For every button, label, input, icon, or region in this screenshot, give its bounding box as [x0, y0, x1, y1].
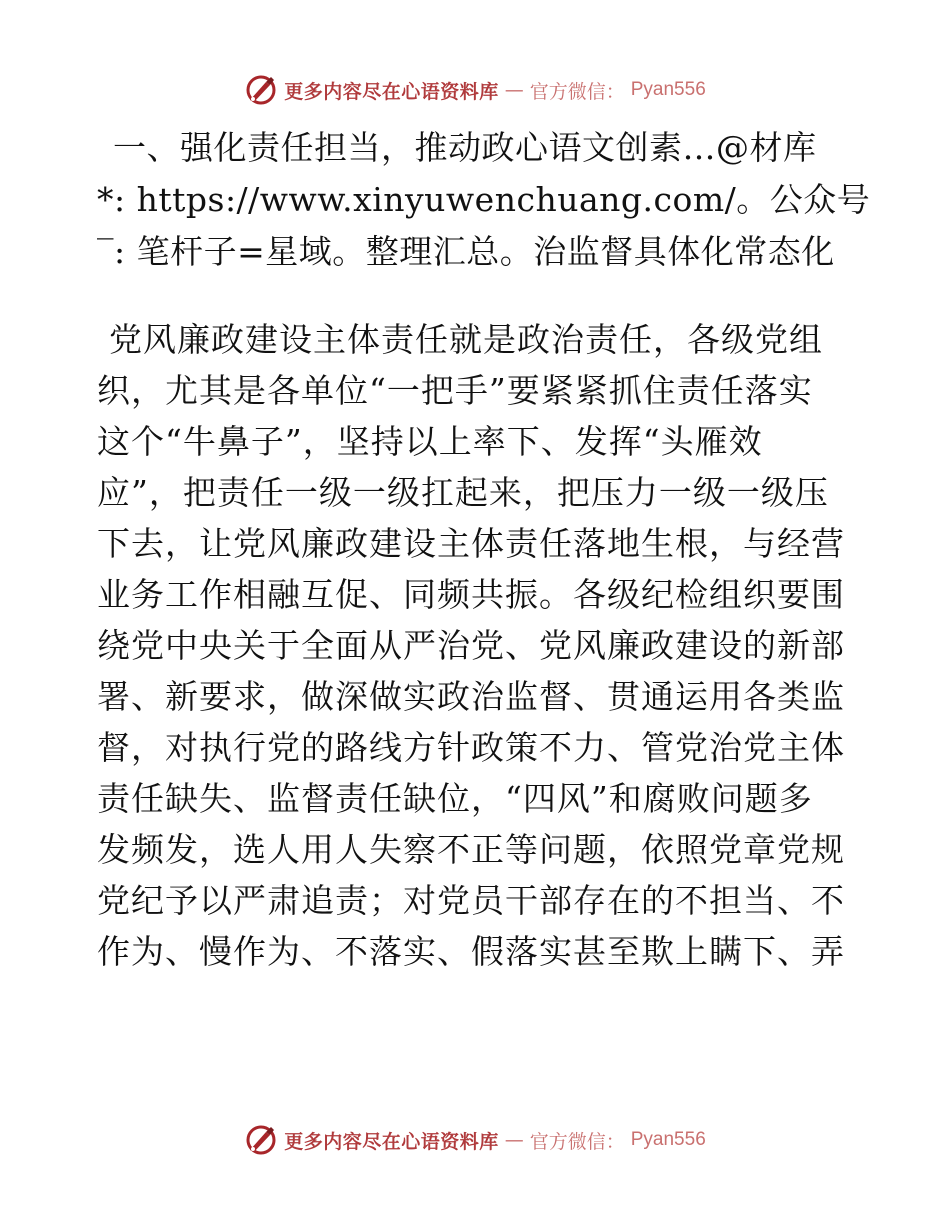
watermark-separator: —	[504, 79, 524, 101]
paragraph-line: 业务工作相融互促、同频共振。各级纪检组织要围	[97, 575, 845, 614]
pen-logo-icon	[244, 73, 278, 107]
watermark-brand: 更多内容尽在心语资料库	[284, 1130, 499, 1153]
paragraph-line: 作为、慢作为、不落实、假落实甚至欺上瞒下、弄	[97, 932, 845, 971]
header-watermark	[0, 70, 950, 110]
pen-logo-icon	[244, 1123, 278, 1157]
watermark-wechat-id: Pyan556	[630, 1129, 706, 1150]
footer-watermark	[0, 1120, 950, 1160]
paragraph-line: 这个“牛鼻子”，坚持以上率下、发挥“头雁效	[97, 422, 763, 461]
body-paragraph	[97, 314, 867, 977]
heading-line: ‾: 笔杆子=星域。整理汇总。治监督具体化常态化	[97, 232, 835, 271]
paragraph-line: 绕党中央关于全面从严治党、党风廉政建设的新部	[97, 626, 845, 665]
paragraph-line: 织，尤其是各单位“一把手”要紧紧抓住责任落实	[97, 371, 813, 410]
paragraph-line: 党纪予以严肃追责；对党员干部存在的不担当、不	[97, 881, 845, 920]
paragraph-line: 应”，把责任一级一级扛起来，把压力一级一级压	[97, 473, 829, 512]
watermark-label: 官方微信：	[529, 80, 625, 103]
section-heading	[97, 122, 871, 278]
paragraph-line: 督，对执行党的路线方针政策不力、管党治党主体	[97, 728, 845, 767]
paragraph-line: 下去，让党风廉政建设主体责任落地生根，与经营	[97, 524, 845, 563]
heading-line: 一、强化责任担当，推动政心语文创素…@材库	[113, 128, 817, 167]
paragraph-line: 发频发，选人用人失察不正等问题，依照党章党规	[97, 830, 845, 869]
watermark-brand: 更多内容尽在心语资料库	[284, 80, 499, 103]
paragraph-line: 责任缺失、监督责任缺位，“四风”和腐败问题多	[97, 779, 813, 818]
heading-line: *: https://www.xinyuwenchuang.com/。公众号	[97, 180, 871, 219]
watermark-wechat-id: Pyan556	[630, 79, 706, 100]
watermark-label: 官方微信：	[529, 1130, 625, 1153]
paragraph-line: 署、新要求，做深做实政治监督、贯通运用各类监	[97, 677, 845, 716]
paragraph-line: 党风廉政建设主体责任就是政治责任，各级党组	[109, 320, 823, 359]
watermark-separator: —	[504, 1129, 524, 1151]
